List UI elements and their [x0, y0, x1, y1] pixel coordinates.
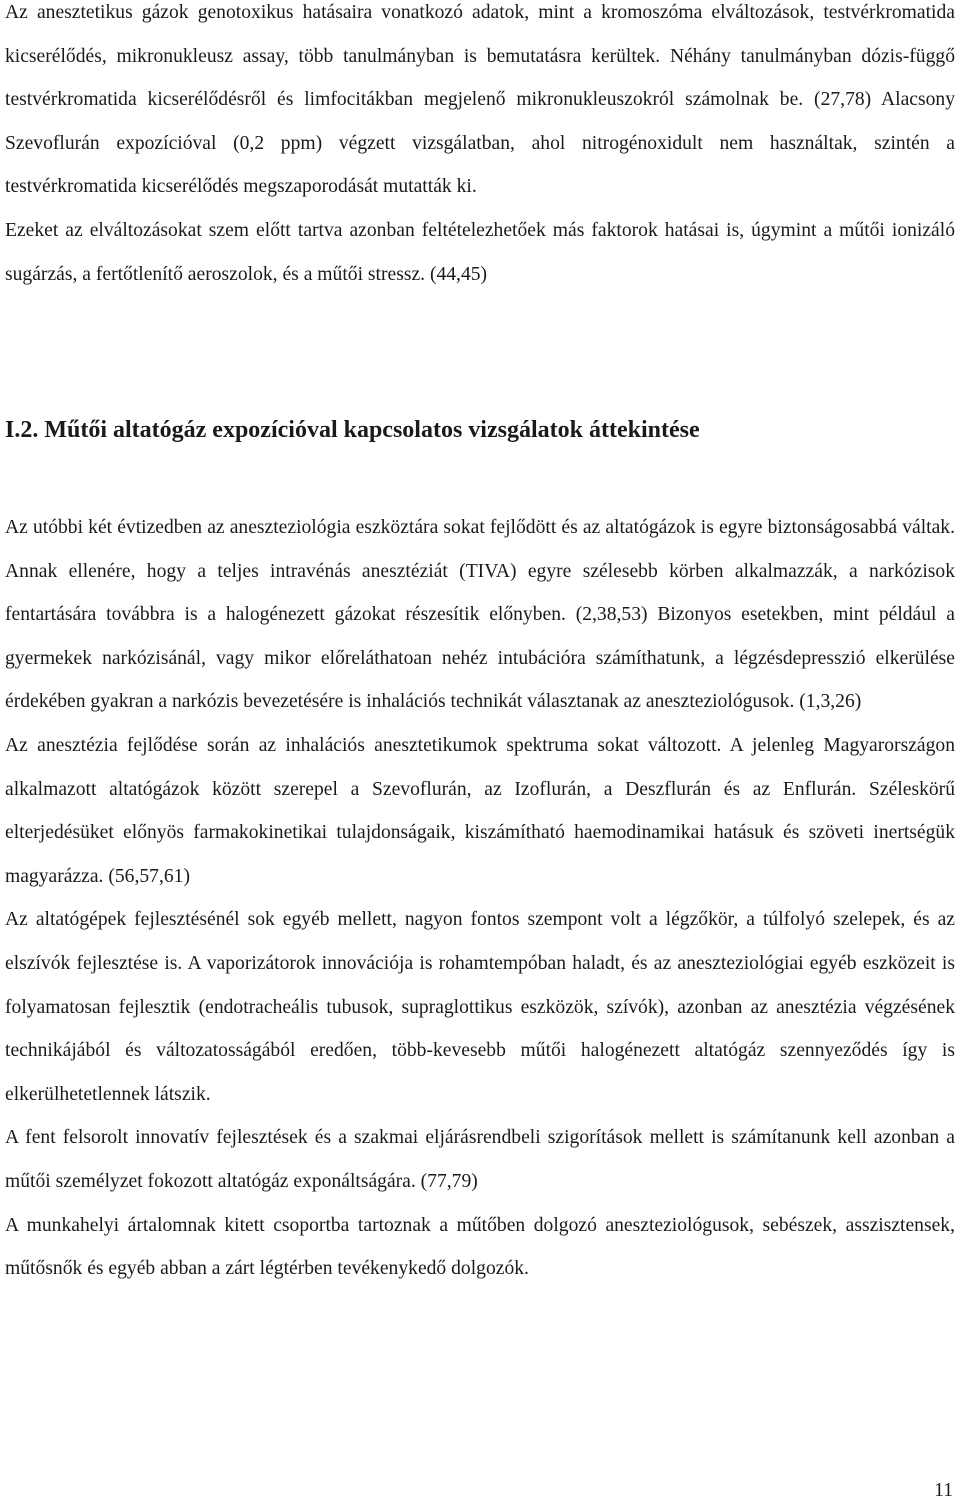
paragraph-anesthesia-machines: Az altatógépek fejlesztésénél sok egyéb mellett, nagyon fontos szempont volt a légzőkör, a túlfolyó szelepek, és az elszívók fejlesztése is. A vaporizátorok innovációja is rohamtempóban haladt, és az aneszteziológiai egyéb eszközeit is folyamatosan fejlesztik (endotracheális tubusok, supraglottikus eszközök, szívók), azonban az anesztézia végzésének technikájából és változatosságából eredően, több-kevesebb műtői halogénezett altatógáz szennyeződés így is elkerülhetetlennek látszik. — [5, 909, 955, 1105]
paragraph-inhalation-agents: Az anesztézia fejlődése során az inhalációs anesztetikumok spektruma sokat változott. A jelenleg Magyarországon alkalmazott altatógázok között szerepel a Szevoflurán, az Izoflurán, a Deszflurán és az Enflurán. Széleskörű elterjedésüket előnyös farmakokinetikai tulajdonságaik, kiszámítható haemodinamikai hatásuk és szöveti inertségük magyarázza. (56,57,61) — [5, 734, 955, 887]
paragraph-other-factors: Ezeket az elváltozásokat szem előtt tartva azonban feltételezhetőek más faktorok hatásai is, úgymint a műtői ionizáló sugárzás, a fertőtlenítő aeroszolok, és a műtői stressz. (44,45) — [5, 219, 955, 285]
paragraph-exposed-groups: A munkahelyi ártalomnak kitett csoportba tartoznak a műtőben dolgozó aneszteziológusok, sebészek, asszisztensek, műtősnők és egyéb abban a zárt légtérben tevékenykedő dolgozók. — [5, 1214, 955, 1280]
paragraph-genotoxic-effects: Az anesztetikus gázok genotoxikus hatásaira vonatkozó adatok, mint a kromoszóma elváltozások, testvérkromatida kicserélődés, mikronukleusz assay, több tanulmányban is bemutatásra kerültek. Néhány tanulmányban dózis-függő testvérkromatida kicserélődésről és limfocitákban megjelenő mikronukleuszokról számolnak be. (27,78) Alacsony Szevoflurán expozícióval (0,2 ppm) végzett vizsgálatban, ahol nitrogénoxidult nem használtak, szintén a testvérkromatida kicserélődés megszaporodását mutatták ki. — [5, 2, 955, 198]
intro-section — [5, 0, 955, 296]
page-number: 11 — [934, 1480, 953, 1501]
review-section — [5, 506, 955, 1291]
paragraph-staff-exposure: A fent felsorolt innovatív fejlesztések és a szakmai eljárásrendbeli szigorítások mellett is számítanunk kell azonban a műtői személyzet fokozott altatógáz exponáltságára. (77,79) — [5, 1127, 955, 1192]
section-heading: I.2. Műtői altatógáz expozícióval kapcsolatos vizsgálatok áttekintése — [5, 417, 700, 443]
paragraph-anesthesiology-advances: Az utóbbi két évtizedben az aneszteziológia eszköztára sokat fejlődött és az altatógázok is egyre biztonságosabbá váltak. Annak ellenére, hogy a teljes intravénás anesztéziát (TIVA) egyre szélesebb körben alkalmazzák, a narkózisok fentartására továbbra is a halogénezett gázokat részesítik előnyben. (2,38,53) Bizonyos esetekben, mint például a gyermekek narkózisánál, vagy mikor előreláthatoan nehéz intubációra számíthatunk, a légzésdepresszió elkerülése érdekében gyakran a narkózis bevezetésére is inhalációs technikát választanak az aneszteziológusok. (1,3,26) — [5, 517, 955, 713]
